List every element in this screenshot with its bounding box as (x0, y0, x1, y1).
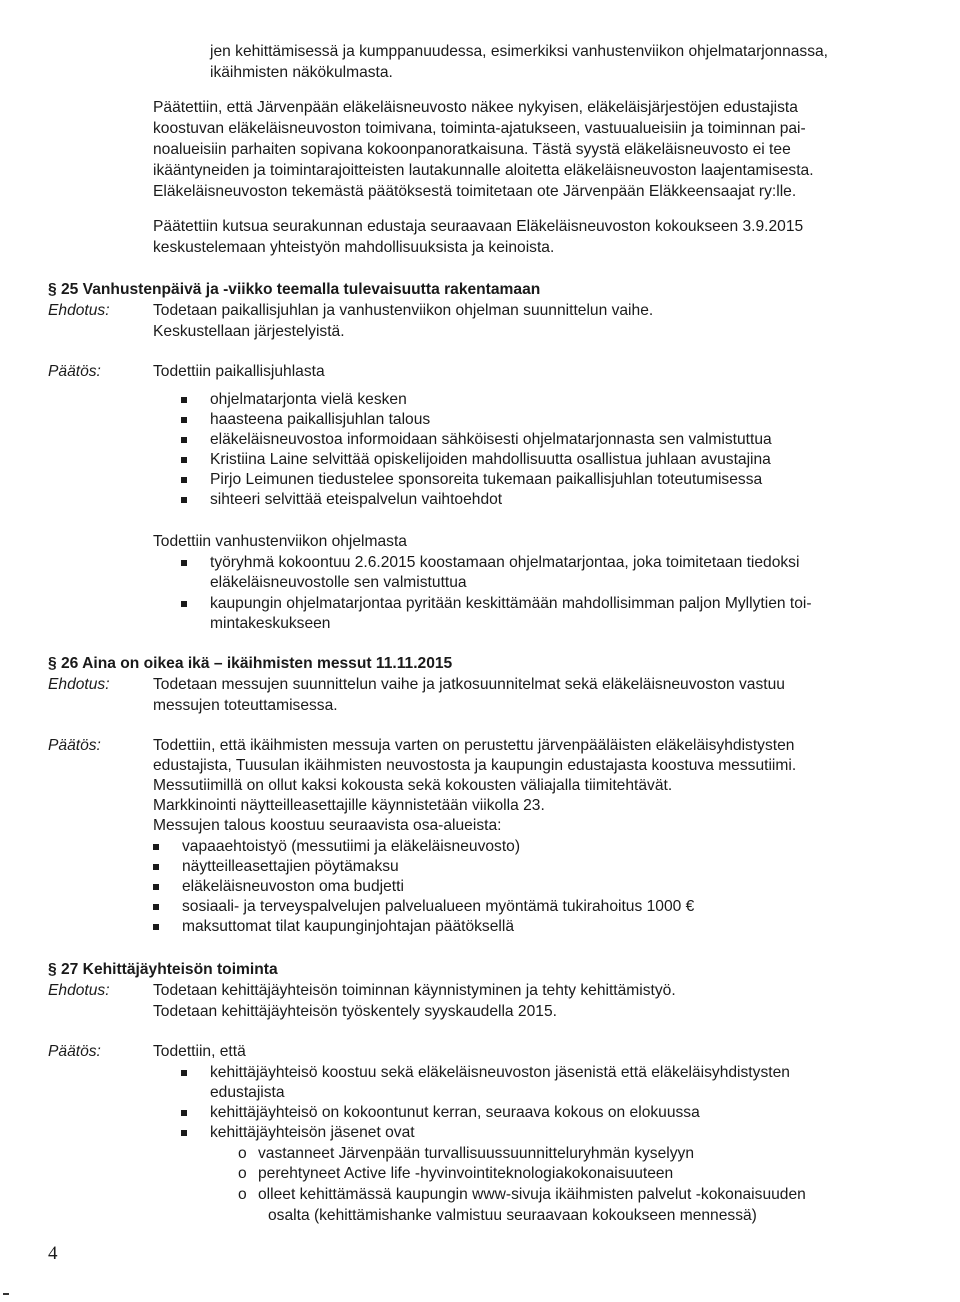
section-26-paatos-line-2: edustajista, Tuusulan ikäihmisten neuvostosta ja kaupungin edustajasta koostuva messutiimi. (153, 757, 797, 774)
bullet-icon (153, 844, 159, 850)
section-26-bullet-4: sosiaali- ja terveyspalvelujen palvelualueen myöntämä tukirahoitus 1000 € (182, 898, 695, 915)
sub-bullet-marker: o (238, 1145, 247, 1162)
section-25-week-bullet-2-line-1: kaupungin ohjelmatarjontaa pyritään keskittämään mahdollisimman paljon Myllytien toi- (210, 595, 812, 612)
section-25-ehdotus-line-2: Keskustellaan järjestelyistä. (153, 323, 345, 340)
intro-paragraph-1-line-3: noalueisiin parhaiten sopivana kokoonpanoratkaisuna. Tästä syystä eläkeläisneuvosto ei tee (153, 141, 791, 158)
bullet-icon (153, 864, 159, 870)
sub-bullet-marker: o (238, 1165, 247, 1182)
bullet-icon (181, 437, 187, 443)
section-25-paatos-intro: Todettiin paikallisjuhlasta (153, 363, 325, 380)
bullet-icon (181, 560, 187, 566)
bullet-icon (181, 477, 187, 483)
section-27-bullet-1-line-2: edustajista (210, 1084, 285, 1101)
intro-paragraph-2-line-2: keskustelemaan yhteistyön mahdollisuuksista ja keinoista. (153, 239, 555, 256)
section-26-paatos-line-3: Messutiimillä on ollut kaksi kokousta sekä kokousten väliajalla tiimitehtävät. (153, 777, 673, 794)
section-26-ehdotus-label: Ehdotus: (48, 676, 110, 693)
section-26-heading: § 26 Aina on oikea ikä – ikäihmisten messut 11.11.2015 (48, 655, 453, 672)
intro-continuation-line-2: ikäihmisten näkökulmasta. (210, 64, 393, 81)
section-27-bullet-1-line-1: kehittäjäyhteisö koostuu sekä eläkeläisneuvoston jäsenistä että eläkeläisyhdistysten (210, 1064, 790, 1081)
section-27-ehdotus-line-2: Todetaan kehittäjäyhteisön työskentely syyskaudella 2015. (153, 1003, 557, 1020)
bullet-icon (153, 924, 159, 930)
bullet-icon (181, 601, 187, 607)
bullet-icon (181, 457, 187, 463)
bullet-icon (181, 417, 187, 423)
section-25-paatos-label: Päätös: (48, 363, 101, 380)
section-27-paatos-intro: Todettiin, että (153, 1043, 246, 1060)
section-25-bullet-6: sihteeri selvittää eteispalvelun vaihtoehdot (210, 491, 503, 508)
intro-paragraph-1-line-2: koostuvan eläkeläisneuvoston toimivana, toiminta-ajatukseen, vastuualueisiin ja toiminnan pai- (153, 120, 806, 137)
section-26-ehdotus-line-1: Todetaan messujen suunnittelun vaihe ja jatkosuunnitelmat sekä eläkeläisneuvoston vastuu (153, 676, 785, 693)
section-25-bullet-2: haasteena paikallisjuhlan talous (210, 411, 431, 428)
bullet-icon (181, 1110, 187, 1116)
section-27-sub-bullet-3-line-2: osalta (kehittämishanke valmistuu seuraavaan kokoukseen mennessä) (268, 1207, 757, 1224)
section-27-bullet-3: kehittäjäyhteisön jäsenet ovat (210, 1124, 415, 1141)
section-25-week-bullet-1-line-1: työryhmä kokoontuu 2.6.2015 koostamaan ohjelmatarjontaa, joka toimitetaan tiedoksi (210, 554, 800, 571)
section-26-ehdotus-line-2: messujen toteuttamisessa. (153, 697, 338, 714)
section-27-ehdotus-label: Ehdotus: (48, 982, 110, 999)
bullet-icon (181, 1070, 187, 1076)
section-25-bullet-4: Kristiina Laine selvittää opiskelijoiden mahdollisuutta osallistua juhlaan avustajina (210, 451, 771, 468)
section-27-ehdotus-line-1: Todetaan kehittäjäyhteisön toiminnan käynnistyminen ja tehty kehittämistyö. (153, 982, 676, 999)
section-27-sub-bullet-1: vastanneet Järvenpään turvallisuussuunnitteluryhmän kyselyyn (258, 1145, 695, 1162)
section-27-paatos-label: Päätös: (48, 1043, 101, 1060)
scan-mark (3, 1293, 9, 1295)
sub-bullet-marker: o (238, 1186, 247, 1203)
section-25-week-bullet-1-line-2: eläkeläisneuvostolle sen valmistuttua (210, 574, 467, 591)
section-26-bullet-5: maksuttomat tilat kaupunginjohtajan päätöksellä (182, 918, 515, 935)
section-26-bullet-2: näytteilleasettajien pöytämaksu (182, 858, 399, 875)
section-26-bullet-1: vapaaehtoistyö (messutiimi ja eläkeläisneuvosto) (182, 838, 521, 855)
bullet-icon (181, 497, 187, 503)
section-26-paatos-line-5: Messujen talous koostuu seuraavista osa-alueista: (153, 817, 502, 834)
section-25-bullet-1: ohjelmatarjonta vielä kesken (210, 391, 407, 408)
section-25-week-bullet-2-line-2: mintakeskukseen (210, 615, 331, 632)
intro-continuation-line-1: jen kehittämisessä ja kumppanuudessa, esimerkiksi vanhustenviikon ohjelmatarjonnassa, (210, 43, 829, 60)
section-25-week-intro: Todettiin vanhustenviikon ohjelmasta (153, 533, 407, 550)
section-25-heading: § 25 Vanhustenpäivä ja -viikko teemalla tulevaisuutta rakentamaan (48, 281, 541, 298)
section-27-sub-bullet-3-line-1: olleet kehittämässä kaupungin www-sivuja ikäihmisten palvelut -kokonaisuuden (258, 1186, 806, 1203)
section-26-bullet-3: eläkeläisneuvoston oma budjetti (182, 878, 404, 895)
intro-paragraph-1-line-1: Päätettiin, että Järvenpään eläkeläisneuvosto näkee nykyisen, eläkeläisjärjestöjen edustajista (153, 99, 798, 116)
intro-paragraph-2-line-1: Päätettiin kutsua seurakunnan edustaja seuraavaan Eläkeläisneuvoston kokoukseen 3.9.2015 (153, 218, 804, 235)
intro-paragraph-1-line-4: ikääntyneiden ja toimintarajoitteisten lautakunnalle aloitetta eläkeläisneuvoston laajentamisesta. (153, 162, 814, 179)
bullet-icon (181, 397, 187, 403)
section-26-paatos-line-1: Todettiin, että ikäihmisten messuja varten on perustettu järvenpääläisten eläkeläisyhdistysten (153, 737, 795, 754)
page-number: 4 (48, 1243, 58, 1264)
section-27-sub-bullet-2: perehtyneet Active life -hyvinvointiteknologiakokonaisuuteen (258, 1165, 674, 1182)
bullet-icon (153, 884, 159, 890)
section-25-bullet-3: eläkeläisneuvostoa informoidaan sähköisesti ohjelmatarjonnasta sen valmistuttua (210, 431, 772, 448)
section-27-heading: § 27 Kehittäjäyhteisön toiminta (48, 961, 278, 978)
section-25-ehdotus-line-1: Todetaan paikallisjuhlan ja vanhustenviikon ohjelman suunnittelun vaihe. (153, 302, 654, 319)
section-27-bullet-2: kehittäjäyhteisö on kokoontunut kerran, seuraava kokous on elokuussa (210, 1104, 700, 1121)
section-25-ehdotus-label: Ehdotus: (48, 302, 110, 319)
bullet-icon (181, 1130, 187, 1136)
section-26-paatos-label: Päätös: (48, 737, 101, 754)
section-25-bullet-5: Pirjo Leimunen tiedustelee sponsoreita tukemaan paikallisjuhlan toteutumisessa (210, 471, 763, 488)
intro-paragraph-1-line-5: Eläkeläisneuvoston tekemästä päätöksestä toimitetaan ote Järvenpään Eläkkeensaajat ry:lle. (153, 183, 797, 200)
bullet-icon (153, 904, 159, 910)
section-26-paatos-line-4: Markkinointi näytteilleasettajille käynnistetään viikolla 23. (153, 797, 545, 814)
